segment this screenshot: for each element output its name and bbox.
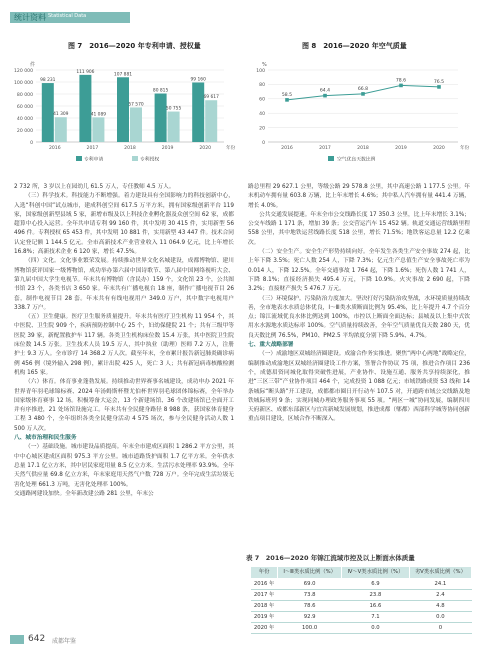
fig7-unit: 件 [30,62,36,68]
fig7-ytick: 0 [30,140,33,146]
paragraph: （四）文化。文化事业繁荣发展。持续推动世界文化名城建设，成都博物馆、建川博物馆获评国家一级博物馆，成功举办第六届中国诗歌节、第八届中国网络视听大会、第九届中国大学生电视节。年末共有博物馆（含民办）159 个，文化馆 23 个，公共图书馆 23 个，各类书店 3 650 家。年末共有广播电视台 18 座，制作广播电视节目 26 套，制作电视节目 28 套。年末共有有线电视用户 349.0 万户，其中数字电视用户 338.7 万户。 [14,258,234,311]
fig7-data-label: 41 309 [53,112,69,118]
table-cell: 23.8 [342,590,410,601]
fig8-ytick: 80 [259,83,265,89]
fig7-bar-application [79,75,91,142]
paragraph: 路总里程 29 627.1 公里，等级公路 29 578.8 公里，其中高速公路 1 177.5 公里。年末机动车拥有量 603.8 万辆，比上年末增长 4.6%；其中私人汽车拥有量 441.4 万辆，增长 4.0%。 [248,184,470,209]
fig8-point [323,94,327,98]
paragraph: （三）科学技术。科技能力不断增强。着力建设具有全国影响力的科技创新中心，入选“科创中国”试点城市，建成科创空间 617.5 万平方米，拥有国家级创新平台 119 家，国家级创新型县域 5 家，新增市级及以上科技企业孵化器及众创空间 62 家，成都超算中心投入运营。全年共申请专利 99 160 件，其中发明 30 415 件，实用新型 56 496 件。专利授权 65 453 件，其中发明 10 881 件，实用新型 43 447 件。技术合同认定登记额 1 144.5 亿元。全市高新技术产业营业收入 11 064.9 亿元，比上年增长 16.8%；高新技术企业 6 120 家，增长 47.5%。 [14,193,234,256]
fig7-chart [6,56,238,168]
fig8-data-label: 64.4 [319,88,331,94]
paragraph: 公共交通发展提速。年末全市公交线路长度 17 350.3 公里，比上年末增长 3.1%；公交车线路 1 171 条，增加 39 条；公交营运汽车 15 452 辆。轨道交通运营线路里程 558 公里，其中地铁运营线路长度 518 公里，增长 71.5%；地铁客运总量 12.2 亿乘次。 [248,211,470,246]
fig8-data-label: 78.6 [395,78,407,84]
table7-header-cell: Ⅰ～Ⅲ类水质比例（%） [278,567,342,579]
footer-mark [10,635,24,644]
fig7-ytick: 60 000 [16,104,33,110]
fig8-unit: % [262,62,267,68]
table7-header-cell: Ⅳ～Ⅴ类水质比例（%） [342,567,410,579]
table7-header-cell: 劣Ⅴ类水质比例（%） [409,567,471,579]
paragraph: （三）环境保护。污染防治力度加大。坚决打好污染防治攻坚战，水环境质量持续改善，全市地表水水质总体优良，I～Ⅲ类水质断面比例为 95.4%，比上年提升 4.7 个百分点；锦江流域优良水体比例达到 100%，市控以上断面全面达标；县城及以上集中式饮用水水源地水质达标率 100%。空气质量持续改善，全年空气质量优良天数 280 天，优良天数比例 76.5%，PM10、PM2.5 平均浓度分别下降 5.9%、4.7%。 [248,295,470,339]
fig8-ytick: 20 [259,126,265,132]
paragraph: （一）基础设施。城市建设品质提高。年末全市建成区面积 1 286.2 平方公里，其中中心城区建成区面积 975.3 平方公里。城市道路货护面积 1.7 亿平方米。全年供水总量 17.1 亿立方米，其中居民家庭用量 8.5 亿立方米。生活污水处理率 93.9%。全年天然气供应量 69.8 亿立方米，年末家庭用天然气户数 728 万户。全年完成生活垃圾无害化处理 661.3 万吨，无害化处理率 100%。 [14,444,234,488]
fig7-data-label: 111 906 [76,69,95,75]
fig7-xtick: 2017 [86,146,99,151]
fig8-point [437,85,441,89]
table7-title: 表 7 2016—2020 年锦江流域市控及以上断面水体质量 [246,554,415,562]
table-row [251,579,472,590]
fig8-xtick: 2016 [281,146,293,151]
fig7-bar-grant [92,117,104,142]
table-cell: 73.8 [278,590,342,601]
fig8-ytick: 60 [259,97,265,103]
fig8-xtick: 2020 [433,146,445,151]
fig7-bar-application [42,83,54,142]
fig8-legend-swatch [328,156,334,161]
fig7-bar-application [192,83,204,142]
fig7-ytick: 20 000 [16,128,33,134]
book-title: 成都年鉴 [52,638,77,645]
table-cell: 0 [409,623,471,634]
fig8-xtick: 2018 [357,146,369,151]
fig8-xtick: 2017 [319,146,331,151]
fig7-ytick: 40 000 [16,116,33,122]
table-row [251,623,472,634]
fig7-bar-grant [205,100,217,142]
fig8-data-label: 58.5 [281,92,293,98]
section-heading: 八、城市治理和民生服务 [14,435,77,442]
table-cell: 2.4 [409,590,471,601]
fig7-data-label: 107 881 [113,72,133,78]
fig7-ytick: 100 000 [14,80,33,86]
table-cell: 16.6 [342,601,410,612]
table-cell: 7.1 [342,612,410,623]
fig7-title: 图 7 2016—2020 年专利申请、授权量 [68,42,201,50]
fig7-bar-grant [168,112,180,142]
paragraph: （二）安全生产。安全生产形势持续向好。全年发生各类生产安全事故 274 起，比上年下降 3.5%；死亡人数 254 人，下降 7.3%；亿元生产总值生产安全事故死亡率为 0.014 人，下降 12.5%。全年交通事故 1 764 起，下降 1.6%；死伤人数 1 741 人，下降 8.1%；直接经济损失 495.4 万元，下降 10.9%。火灾事故 2 690 起，下降 3.2%；直接财产损失 5 476.7 万元。 [248,249,470,293]
table-cell: 24.1 [409,579,471,590]
right-column [248,183,470,425]
page-number: 642 [28,634,46,644]
fig8-ytick: 100 [256,68,265,74]
table-row [251,601,472,612]
fig7-legend-label: 专利申请 [84,157,104,163]
table7-header-row [251,567,472,579]
fig7-bar-grant [55,117,67,142]
fig7-xtick: 2020 [199,146,212,151]
paragraph: （六）体育。体育事业蓬勃发展。持续推动世界赛事名城建设，成功申办 2021 年世界青年羽毛球锦标赛、2024 年汤姆斯杯暨尤伯杯世界羽毛球团体锦标赛，全年举办国家级体育赛事 12 场。积极筹备大运会，13 个新建场馆、36 个改建场馆已全面开工并有序推进，21 处场馆设施完工。年末共有全民健身路径 8 988 条，获国家体育健身工程 3 480 个，全年组织各类全民健身活动 4 575 场次，参与全民健身活动人数 1 500 万人次。 [14,379,234,432]
table-cell: 4.8 [409,601,471,612]
paragraph: 交通路网建设加快。全年新改建公路 281 公里，年末公 [14,490,154,497]
fig8-point [285,98,289,102]
table-cell: 78.6 [278,601,342,612]
table-row [251,590,472,601]
fig7-xtick: 2018 [124,146,136,151]
fig7-legend-label: 专利授权 [140,157,160,163]
fig8-ytick: 0 [262,140,265,146]
fig8-ytick: 40 [259,112,265,117]
fig7-data-label: 99 160 [190,77,206,83]
section-heading: 七、重大战略部署 [248,342,294,349]
fig8-xtick: 2019 [395,146,407,151]
paragraph: （一）成渝地区双城经济圈建设。成渝合作务实推进。聚焦“两中心两地”战略定位，编制推动成渝地区双城经济圈建设工作方案，签署合作协议 75 项，推进合作项目 236 个，成德眉资同城化取得突破性进展，产业协作、设施互通、服务共享持续深化，推进“三区三带”产业协作项目 464 个，完成投资 1 088 亿元；市域铁路成资 S3 线和 14 条城际“断头路”开工建设，成都都市圈日开行动车 107.5 对，开通跨市域公交线路及地铁城际班列 9 条；实现同城办理政务服务事项 55 项。“两区一城”协同发展，编制四川天府新区、成都东部新区与宜宾新城发展规划，推进成都（郫都）西部科学城等协同创新重点项目建设，区域合作不断深入。 [248,351,470,423]
fig7-data-label: 50 755 [165,106,182,112]
table-cell: 0.0 [342,623,410,634]
fig8-point [399,84,403,88]
table7-header-cell: 年份 [251,567,278,579]
fig7-ytick: 80 000 [16,92,33,98]
running-title: Statistical Data [48,13,87,19]
fig7-data-label: 41 089 [90,112,107,118]
table-cell: 2017 年 [251,590,278,601]
paragraph: 2 732 所，3 岁以上在园幼儿 61.5 万人，专任教师 4.5 万人。 [14,184,175,190]
fig7-data-label: 69 617 [203,95,219,101]
fig7-bar-application [117,77,129,142]
table-cell: 92.9 [278,612,342,623]
fig7-legend-swatch [76,156,82,161]
fig8-xlabel: 年份 [460,146,470,151]
table-cell: 2020 年 [251,623,278,634]
fig7-xlabel: 年份 [226,146,236,151]
fig8-data-label: 76.5 [433,79,445,85]
fig7-legend-swatch [132,156,138,161]
table-cell: 69.0 [278,579,342,590]
fig8-title: 图 8 2016—2020 年空气质量 [302,42,407,50]
fig8-legend-label: 空气优良天数比例 [337,157,376,163]
table-cell: 0.0 [409,612,471,623]
fig7-ytick: 120 000 [14,68,33,74]
fig7-data-label: 80 815 [152,88,169,94]
table-row [251,612,472,623]
fig7-bar-application [155,94,167,142]
left-column [14,183,234,499]
table-cell: 6.9 [342,579,410,590]
fig7-xtick: 2016 [48,146,61,151]
table-cell: 2018 年 [251,601,278,612]
fig7-data-label: 98 231 [40,78,56,84]
table-cell: 100.0 [278,623,342,634]
footer [10,634,470,646]
table-cell: 2016 年 [251,579,278,590]
fig8-chart [244,56,474,168]
table7 [250,566,472,634]
fig8-point [361,92,365,96]
fig7-bar-grant [130,107,142,142]
table-cell: 2019 年 [251,612,278,623]
running-header [10,12,470,24]
section-title: 统计资料 [14,13,46,22]
fig7-data-label: 57 570 [128,102,144,108]
fig8-data-label: 66.8 [357,86,369,92]
fig7-xtick: 2019 [161,146,174,151]
paragraph: （五）卫生健康。医疗卫生服务质量提升。年末共有医疗卫生机构 11 954 个，其中医院、卫生院 909 个，疾病预防控制中心 25 个，妇幼保健院 21 个；共有三级甲等医院 39 家，新配置救护车 117 辆。各类卫生机构床位数 15.4 万张，其中医院卫生院床位数 14.5 万张。卫生技术人员 19.5 万人，其中执业（助理）医师 7.2 万人，注册护士 9.3 万人。全市诊疗 14 368.2 万人次。截至年末，全市累计报告新冠肺炎确诊病例 456 例（境外输入 298 例），累计出院 425 人，死亡 3 人；共有新冠病毒核酸检测机构 165 家。 [14,314,234,376]
